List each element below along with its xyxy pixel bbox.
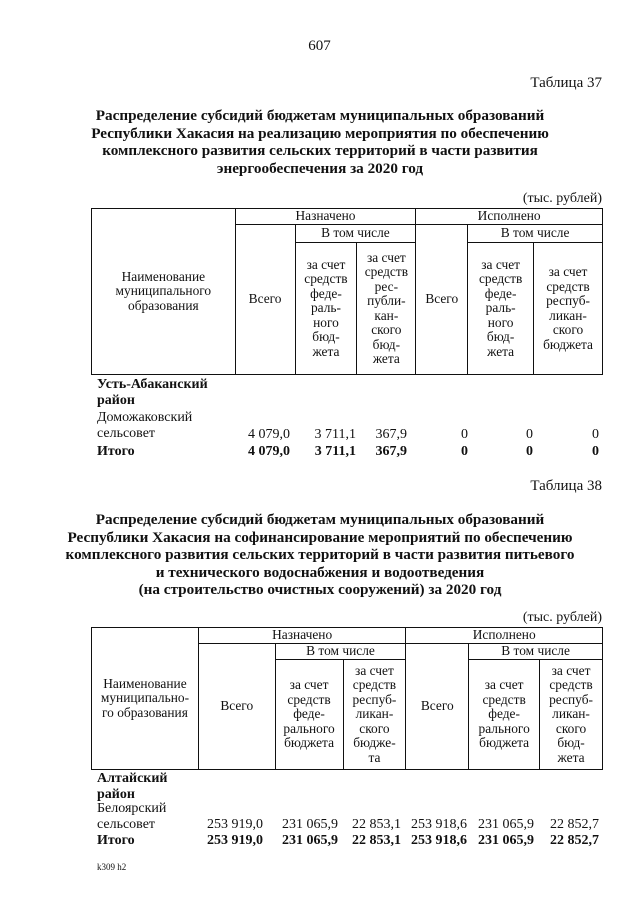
header-including-assigned: В том числе [295, 225, 416, 243]
value-federal-assigned: 231 065,9 [282, 817, 338, 832]
table-38-header [91, 627, 603, 770]
total-label: Итого [97, 833, 135, 848]
total-assigned: 253 919,0 [207, 833, 263, 848]
value-federal-executed: 0 [526, 427, 533, 442]
district-name: Алтайский район [97, 771, 168, 802]
total-republic-executed: 0 [592, 444, 599, 459]
value-republic-executed: 0 [592, 427, 599, 442]
table-38-label: Таблица 38 [530, 478, 602, 494]
header-republic-executed: за счет средств респуб- ликан- ского бюд- жета [540, 660, 603, 770]
total-federal-assigned: 3 711,1 [314, 444, 356, 459]
value-republic-assigned: 367,9 [375, 427, 407, 442]
title-line: комплексного развития сельских территорий в части развития [102, 142, 538, 159]
header-name: Наименование муниципально- го образования [92, 628, 199, 770]
total-federal-assigned: 231 065,9 [282, 833, 338, 848]
table-37-header [91, 208, 603, 375]
header-republic-assigned: за счет средств рес- публи- кан- ского бюд- жета [357, 243, 416, 375]
table-37-label: Таблица 37 [530, 75, 602, 91]
table-38-title [40, 511, 600, 599]
total-label: Итого [97, 444, 135, 459]
total-republic-assigned: 22 853,1 [352, 833, 401, 848]
value-federal-assigned: 3 711,1 [314, 427, 356, 442]
header-name: Наименование муниципального образования [92, 209, 236, 375]
total-executed: 0 [461, 444, 468, 459]
header-assigned: Назначено [235, 209, 416, 225]
total-assigned: 4 079,0 [248, 444, 290, 459]
title-line: Республики Хакасия на реализацию мероприятия по обеспечению [91, 124, 549, 142]
value-total-executed: 0 [461, 427, 468, 442]
footer-code: k309 h2 [97, 862, 127, 872]
header-total-assigned: Всего [235, 225, 295, 375]
title-line: (на строительство очистных сооружений) за 2020 год [138, 581, 502, 598]
title-line: Распределение субсидий бюджетам муниципальных образований [95, 511, 545, 528]
header-assigned: Назначено [198, 628, 406, 644]
header-including-executed: В том числе [468, 225, 603, 243]
header-including-assigned: В том числе [275, 644, 406, 660]
header-federal-assigned: за счет средств феде- раль- ного бюд- жета [295, 243, 357, 375]
header-republic-executed: за счет средств респуб- ликан- ского бюджета [534, 243, 603, 375]
header-federal-executed: за счет средств феде- раль- ного бюд- жета [468, 243, 534, 375]
table-38-units: (тыс. рублей) [522, 610, 602, 625]
header-executed: Исполнено [406, 628, 603, 644]
value-total-executed: 253 918,6 [411, 817, 467, 832]
header-executed: Исполнено [416, 209, 603, 225]
value-federal-executed: 231 065,9 [478, 817, 534, 832]
municipality-name: Доможаковский сельсовет [97, 410, 193, 441]
title-line: и технического водоснабжения и водоотведения [155, 563, 485, 581]
value-republic-assigned: 22 853,1 [352, 817, 401, 832]
total-executed: 253 918,6 [411, 833, 467, 848]
total-republic-executed: 22 852,7 [550, 833, 599, 848]
page-number: 607 [308, 38, 331, 54]
header-total-executed: Всего [406, 644, 469, 770]
header-total-assigned: Всего [198, 644, 275, 770]
header-republic-assigned: за счет средств респуб- ликан- ского бюдже- та [343, 660, 406, 770]
table-37-units: (тыс. рублей) [522, 191, 602, 206]
header-federal-assigned: за счет средств феде- рального бюджета [275, 660, 343, 770]
title-line: энергообеспечения за 2020 год [216, 159, 424, 177]
district-name: Усть-Абаканский район [97, 377, 208, 408]
municipality-name: Белоярский сельсовет [97, 801, 167, 832]
total-republic-assigned: 367,9 [375, 444, 407, 459]
value-total-assigned: 4 079,0 [248, 427, 290, 442]
header-total-executed: Всего [416, 225, 468, 375]
title-line: комплексного развития сельских территорий в части развития питьевого [65, 546, 575, 563]
header-federal-executed: за счет средств феде- рального бюджета [469, 660, 540, 770]
total-federal-executed: 0 [526, 444, 533, 459]
value-republic-executed: 22 852,7 [550, 817, 599, 832]
table-37-title [40, 107, 600, 177]
value-total-assigned: 253 919,0 [207, 817, 263, 832]
total-federal-executed: 231 065,9 [478, 833, 534, 848]
header-including-executed: В том числе [469, 644, 603, 660]
title-line: Распределение субсидий бюджетам муниципальных образований [95, 107, 545, 124]
title-line: Республики Хакасия на софинансирование мероприятий по обеспечению [67, 528, 573, 546]
